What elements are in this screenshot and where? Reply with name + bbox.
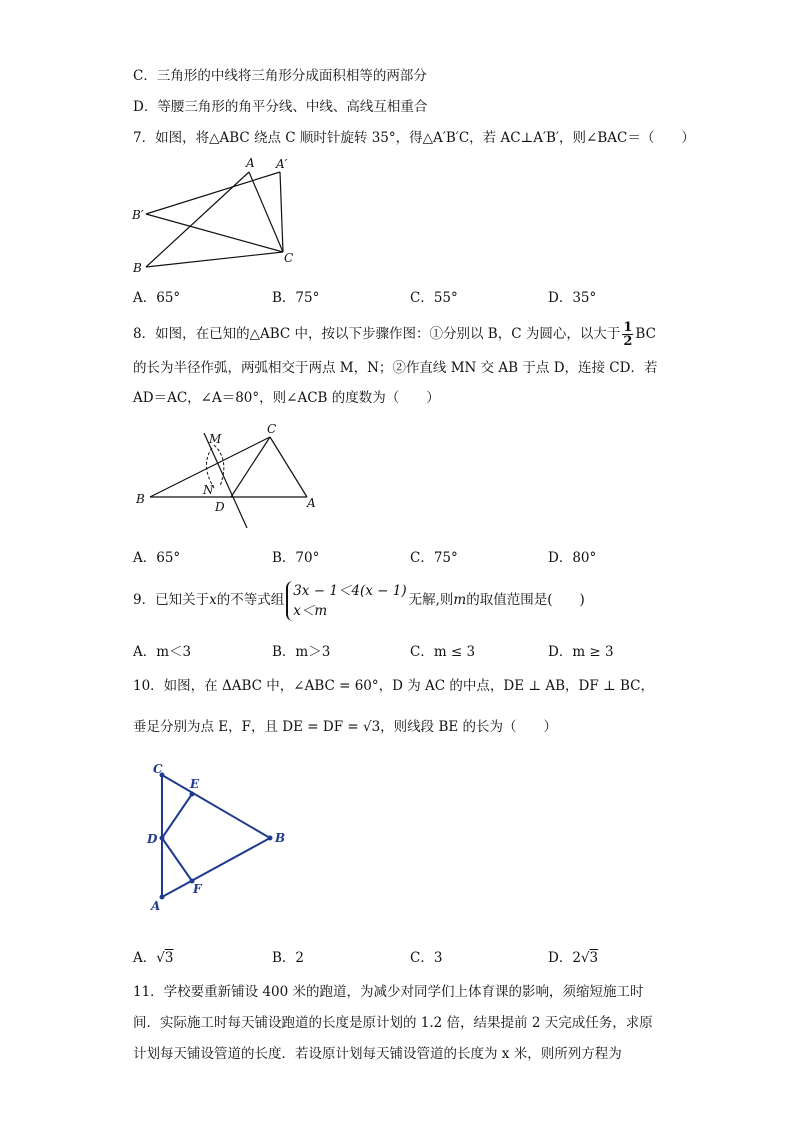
q7-stem: 7．如图，将△ABC 绕点 C 顺时针旋转 35°，得△A′B′C，若 AC⊥A′B′，则∠BAC＝（ ） [133,130,695,146]
q10-option-a: A．√3 [133,950,174,966]
q11-line3: 计划每天铺设管道的长度．若设原计划每天铺设管道的长度为 x 米，则所列方程为 [133,1046,622,1062]
q7-segment-a1c [280,172,283,252]
q8-option-b: B．70° [272,550,320,566]
q6-option-d: D．等腰三角形的角平分线、中线、高线互相重合 [133,99,428,115]
q11-line2: 间．实际施工时每天铺设跑道的长度是原计划的 1.2 倍，结果提前 2 天完成任务，求原 [133,1015,653,1031]
q8-stem-line2: 的长为半径作弧，两弧相交于两点 M，N；②作直线 MN 交 AB 于点 D，连接 CD．若 [133,360,658,376]
q8-label-a: A [307,496,316,510]
q10-stem-line2: 垂足分别为点 E，F，且 DE = DF = √3，则线段 BE 的长为（ ） [133,719,558,735]
q8-stem-end: BC [635,326,656,342]
q7-segment-ac [249,172,283,252]
q11-line1: 11．学校要重新铺设 400 米的跑道，为减少对同学们上体育课的影响，须缩短施工时 [133,984,644,1000]
q10-label-a: A [151,899,161,913]
q10-segment-de [162,794,192,838]
q10-segment-df [162,838,192,881]
q8-option-a: A．65° [133,550,181,566]
q7-figure [128,155,298,275]
q8-label-c: C [267,422,277,436]
q10-option-c: C．3 [410,950,443,966]
q10-option-a-prefix: A． [133,950,157,966]
q9-stem-pre: 9．已知关于 [133,592,210,608]
q10-figure [142,758,302,914]
q7-segment-b1c [146,214,283,252]
q10-label-c: C [153,762,163,776]
q8-stem-line1 [133,321,656,348]
q10-option-d-radicand: 3 [589,950,599,966]
q9-inequality-2: x＜m [293,602,328,619]
q9-stem-mid: 的不等式组 [216,592,285,608]
q8-fraction [622,321,633,348]
q8-option-c: C．75° [410,550,458,566]
q7-option-a: A．65° [133,290,181,306]
q10-label-d: D [147,832,158,846]
q6-option-c: C．三角形的中线将三角形分成面积相等的两部分 [133,68,427,84]
q10-option-d-prefix: D．2 [548,950,581,966]
q10-label-b: B [275,831,286,845]
q7-label-a-prime: A′ [276,157,288,171]
q7-option-d: D．35° [548,290,597,306]
q7-label-b: B [133,261,142,275]
q10-label-f: F [193,882,202,896]
q7-segment-b1a1 [146,172,280,214]
q10-option-b: B．2 [272,950,305,966]
q7-label-b-prime: B′ [132,208,144,222]
q10-option-d: D．2√3 [548,950,599,966]
q10-stem-line1: 10．如图，在 ΔABC 中，∠ABC = 60°，D 为 AC 的中点，DE ⊥ AB，DF ⊥ BC， [133,678,655,694]
q8-line-mn [204,433,247,528]
q10-point-e [190,792,195,797]
q10-segment-ab [162,838,270,897]
q9-option-c: C．m ≤ 3 [410,644,476,660]
q7-option-c: C．55° [410,290,458,306]
q8-segment-cd [231,437,270,497]
q9-option-d: D．m ≥ 3 [548,644,614,660]
q9-var-x: x [209,592,217,608]
q10-label-e: E [190,777,200,791]
q7-label-c: C [284,251,294,265]
q8-segment-ca [270,437,307,497]
q9-stem-post: 无解,则 [408,592,454,608]
q10-segment-cb [162,775,270,838]
q9-option-b: B．m＞3 [272,644,331,660]
q8-figure [130,420,330,532]
q8-label-b: B [136,492,145,506]
q8-stem-text: 8．如图，在已知的△ABC 中，按以下步骤作图：①分别以 B，C 为圆心，以大于 [133,326,621,342]
q9-stem-end: 的取值范围是( ) [466,592,585,608]
q8-label-m: M [209,432,222,446]
q7-option-b: B．75° [272,290,320,306]
q10-point-b [268,836,273,841]
q8-label-n: N [203,483,214,497]
q8-frac-num: 1 [623,320,633,335]
q9-inequality-system [286,581,406,621]
q7-label-a: A [246,156,255,170]
q9-option-a: A．m＜3 [133,644,192,660]
q9-inequality-1: 3x − 1＜4(x − 1) [293,582,407,599]
q8-label-d: D [215,500,225,514]
q8-option-d: D．80° [548,550,597,566]
q7-segment-bc [146,252,283,267]
q8-stem-line3: AD＝AC，∠A＝80°，则∠ACB 的度数为（ ） [133,390,440,406]
q10-point-d [160,836,165,841]
q8-frac-den: 2 [623,334,633,349]
q9-var-m: m [453,592,467,608]
q10-option-a-radicand: 3 [164,950,174,966]
q9-stem [133,580,585,621]
